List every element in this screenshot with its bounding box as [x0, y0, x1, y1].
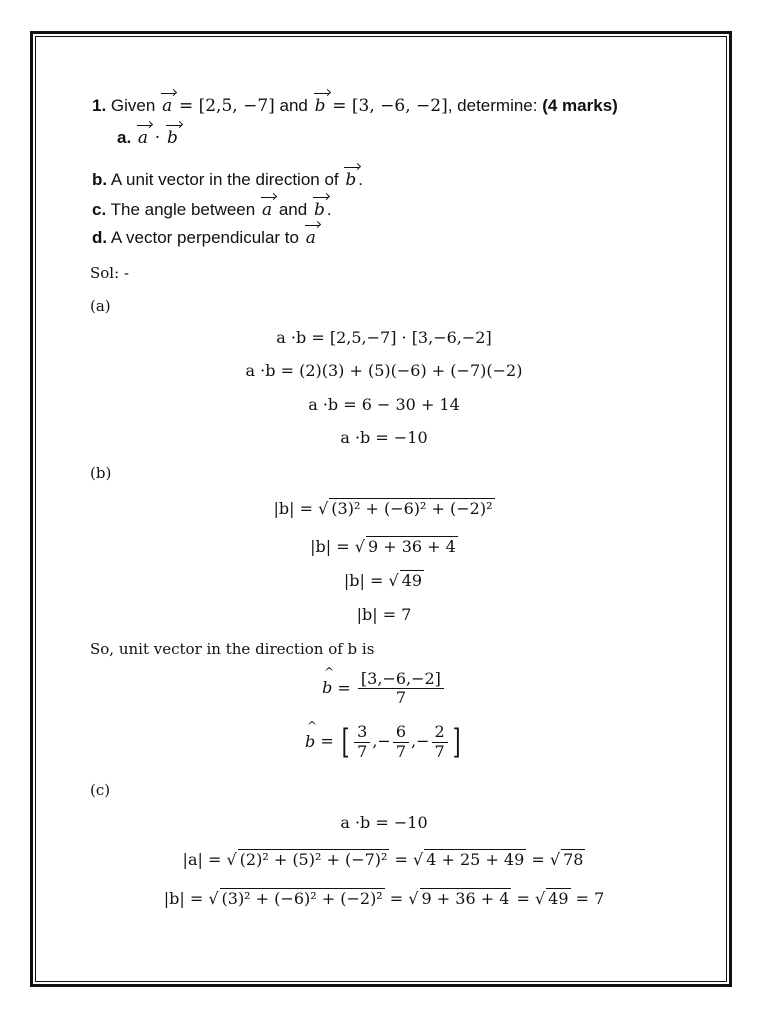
- part-a-vector-b: b: [166, 128, 178, 148]
- part-a-vector-a: a: [137, 128, 149, 148]
- part-b-period: .: [358, 170, 364, 189]
- part-b-line-3-lhs: |b| =: [343, 571, 389, 590]
- sol-label: Sol: -: [90, 264, 129, 282]
- bhat-c3-num: 2: [432, 723, 448, 742]
- part-c-line-3-rad2: 9 + 36 + 4: [421, 889, 510, 908]
- bhat-symbol-2: ^ b: [305, 732, 315, 751]
- part-c-line-2: |a| = √ (2)² + (5)² + (−7)² = √ 4 + 25 + 49 = √ 78: [182, 850, 584, 869]
- part-b-line-2-radicand: 9 + 36 + 4: [367, 537, 456, 556]
- part-a-label: a.: [117, 128, 132, 147]
- bhat-c1-num: 3: [354, 723, 370, 742]
- part-c-line-3-end: 7: [594, 889, 605, 908]
- part-a-line-3: a ·b = 6 − 30 + 14: [308, 395, 460, 414]
- part-c-text: The angle between: [110, 200, 256, 219]
- part-b-line-2: |b| = √ 9 + 36 + 4: [310, 537, 456, 556]
- part-c-line-2-lhs: |a| =: [182, 850, 227, 869]
- bracket-open: [: [341, 722, 350, 762]
- part-c-period: .: [326, 200, 332, 219]
- vector-a-value: = [2,5, −7]: [178, 96, 275, 116]
- part-a-line-4: a ·b = −10: [340, 428, 428, 447]
- part-b-line-2-lhs: |b| =: [310, 537, 355, 556]
- part-c-line-2-rad3: 78: [563, 850, 584, 869]
- bhat-fraction-num: [3,−6,−2]: [358, 670, 444, 689]
- part-a-solution-label: (a): [90, 297, 111, 315]
- part-b-line-3: |b| = √ 49: [343, 571, 423, 590]
- bhat-c2-den: 7: [395, 741, 406, 761]
- part-b-solution-label: (b): [90, 464, 112, 482]
- given-label: Given: [110, 96, 156, 115]
- part-b-question: [92, 170, 363, 190]
- bhat-symbol: ^ b: [322, 678, 332, 697]
- part-a-line-1: a ·b = [2,5,−7] · [3,−6,−2]: [276, 328, 492, 347]
- bhat-line-2: ^ b = [ $\frac{3}{7}$ ,− $\frac{6}{7}$ ,− $\frac{2}{7}$ ]: [0, 722, 768, 762]
- part-c-line-3-lhs: |b| =: [163, 889, 209, 908]
- part-d-question: [92, 228, 318, 248]
- bhat-fraction: [358, 670, 444, 708]
- part-c-solution-label: (c): [90, 781, 111, 799]
- bhat-c3-den: 7: [434, 741, 445, 761]
- part-b-line-1-radicand: (3)² + (−6)² + (−2)²: [331, 499, 493, 518]
- part-b-vector-b: b: [345, 170, 357, 190]
- part-d-text: A vector perpendicular to: [110, 228, 299, 247]
- part-c-label: c.: [92, 200, 107, 219]
- bhat-c2-num: 6: [393, 723, 409, 742]
- part-b-line-3-radicand: 49: [401, 571, 423, 590]
- part-c-and: and: [278, 200, 308, 219]
- vector-b-value: = [3, −6, −2]: [332, 96, 448, 116]
- marks-label: (4 marks): [542, 96, 618, 115]
- part-a-dot: ·: [154, 128, 161, 148]
- vector-a: a: [162, 96, 173, 116]
- part-c-line-1: a ·b = −10: [340, 813, 428, 832]
- bhat-component-1: [354, 723, 370, 761]
- bhat-fraction-den: 7: [395, 688, 406, 708]
- part-b-line-4: |b| = 7: [356, 605, 412, 624]
- question-line: [92, 96, 618, 116]
- part-c-vector-b: b: [313, 200, 325, 220]
- part-c-vector-a: a: [261, 200, 273, 220]
- part-a-question: [117, 128, 180, 148]
- part-a-line-2: a ·b = (2)(3) + (5)(−6) + (−7)(−2): [245, 361, 523, 380]
- part-c-line-3-rad1: (3)² + (−6)² + (−2)²: [221, 889, 383, 908]
- and-label: and: [279, 96, 308, 115]
- bhat-component-2: [393, 723, 409, 761]
- part-c-line-2-rad1: (2)² + (5)² + (−7)²: [239, 850, 388, 869]
- bhat-line-1: ^ b = $\frac{[3,-6,-2]}{7}$: [0, 670, 768, 708]
- part-c-question: [92, 200, 332, 220]
- part-b-line-1-lhs: |b| =: [273, 499, 319, 518]
- unit-vector-text: So, unit vector in the direction of b is: [90, 640, 375, 658]
- bracket-close: ]: [452, 722, 461, 762]
- part-c-line-3-rad3: 49: [548, 889, 569, 908]
- part-c-line-3: |b| = √ (3)² + (−6)² + (−2)² = √ 9 + 36 + 4 = √ 49 = 7: [163, 889, 605, 908]
- part-c-line-2-rad2: 4 + 25 + 49: [426, 850, 525, 869]
- question-number: 1.: [92, 96, 107, 115]
- bhat-component-3: [432, 723, 448, 761]
- part-d-vector-a: a: [305, 228, 316, 248]
- part-b-label: b.: [92, 170, 108, 189]
- determine-label: , determine:: [447, 96, 538, 115]
- vector-b: b: [314, 96, 326, 116]
- part-b-line-1: |b| = √ (3)² + (−6)² + (−2)²: [273, 499, 493, 518]
- part-b-text: A unit vector in the direction of: [110, 170, 339, 189]
- part-d-label: d.: [92, 228, 108, 247]
- bhat-c1-den: 7: [357, 741, 368, 761]
